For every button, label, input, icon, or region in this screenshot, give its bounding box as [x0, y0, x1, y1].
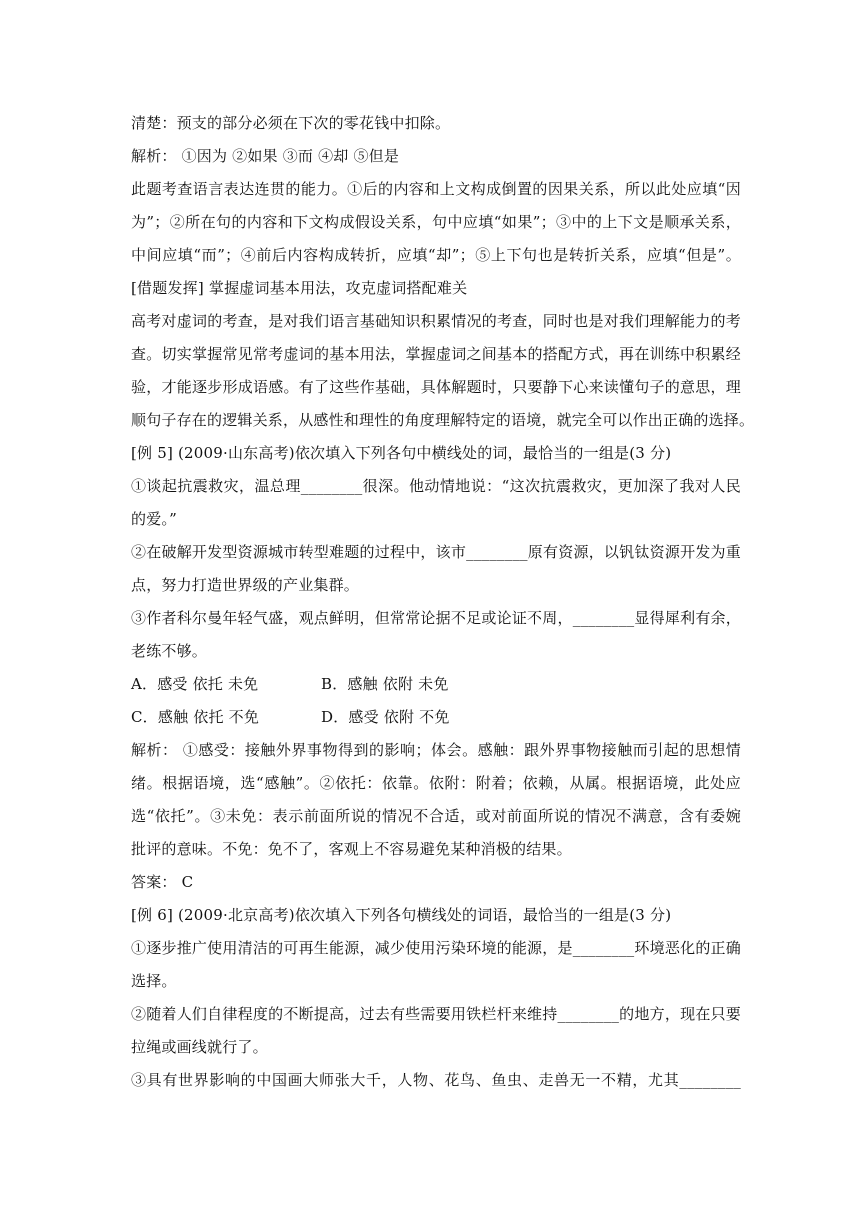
document-page: [131, 107, 755, 1097]
text-line: 答案： C: [131, 873, 194, 891]
text-line: ①逐步推广使用清洁的可再生能源，减少使用污染环境的能源，是________环境恶化的正确: [131, 939, 741, 957]
text-line: 选择。: [131, 972, 177, 990]
text-block-top: [131, 107, 755, 668]
text-line: 绪。根据语境，选“感触”。②依托：依靠。依附：附着；依赖，从属。根据语境，此处应: [131, 774, 741, 792]
text-line: 的爱。”: [131, 510, 177, 528]
text-line: [借题发挥] 掌握虚词基本用法，攻克虚词搭配难关: [131, 279, 468, 297]
option-choice: D．感受 依附 不免: [321, 708, 450, 726]
text-line: [例 6] (2009·北京高考)依次填入下列各句横线处的词语，最恰当的一组是(3 分): [131, 906, 672, 924]
text-line: 中间应填“而”；④前后内容构成转折，应填“却”；⑤上下句也是转折关系，应填“但是”。: [131, 246, 741, 264]
text-line: 批评的意味。不免：免不了，客观上不容易避免某种消极的结果。: [131, 840, 572, 858]
text-line: [例 5] (2009·山东高考)依次填入下列各句中横线处的词，最恰当的一组是(3 分): [131, 444, 672, 462]
option-choice: B．感触 依附 未免: [321, 675, 449, 693]
text-line: ③作者科尔曼年轻气盛，观点鲜明，但常常论据不足或论证不周，________显得犀利有余，: [131, 609, 741, 627]
option-choice: C．感触 依托 不免: [131, 708, 260, 726]
text-block-bottom: [131, 734, 741, 1097]
text-line: ②在破解开发型资源城市转型难题的过程中，该市________原有资源，以钒钛资源开发为重: [131, 543, 741, 561]
text-line: 选“依托”。③未免：表示前面所说的情况不合适，或对前面所说的情况不满意，含有委婉: [131, 807, 741, 825]
text-line: 验，才能逐步形成语感。有了这些作基础，具体解题时，只要静下心来读懂句子的意思，理: [131, 378, 741, 396]
text-line: 点，努力打造世界级的产业集群。: [131, 576, 360, 594]
option-row: [131, 668, 741, 701]
text-line: 清楚：预支的部分必须在下次的零花钱中扣除。: [131, 114, 451, 132]
text-line: 顺句子存在的逻辑关系，从感性和理性的角度理解特定的语境，就完全可以作出正确的选择。: [131, 411, 755, 429]
text-line: 解析： ①感受：接触外界事物得到的影响；体会。感触：跟外界事物接触而引起的思想情: [131, 741, 741, 759]
text-line: 拉绳或画线就行了。: [131, 1038, 268, 1056]
text-line: 为”；②所在句的内容和下文构成假设关系，句中应填“如果”；③中的上下文是顺承关系，: [131, 213, 741, 231]
text-line: 解析： ①因为 ②如果 ③而 ④却 ⑤但是: [131, 147, 400, 165]
text-line: 老练不够。: [131, 642, 208, 660]
text-line: ②随着人们自律程度的不断提高，过去有些需要用铁栏杆来维持________的地方，现在只要: [131, 1005, 741, 1023]
text-line: 查。切实掌握常见常考虚词的基本用法，掌握虚词之间基本的搭配方式，再在训练中积累经: [131, 345, 741, 363]
answer-options: [131, 668, 741, 734]
text-line: ①谈起抗震救灾，温总理________很深。他动情地说：“这次抗震救灾，更加深了我对人民: [131, 477, 741, 495]
option-row: [131, 701, 741, 734]
text-line: 此题考查语言表达连贯的能力。①后的内容和上文构成倒置的因果关系，所以此处应填“因: [131, 180, 741, 198]
text-line: 高考对虚词的考查，是对我们语言基础知识积累情况的考查，同时也是对我们理解能力的考: [131, 312, 741, 330]
text-line: ③具有世界影响的中国画大师张大千，人物、花鸟、鱼虫、走兽无一不精，尤其________: [131, 1071, 741, 1089]
option-choice: A．感受 依托 未免: [131, 675, 259, 693]
